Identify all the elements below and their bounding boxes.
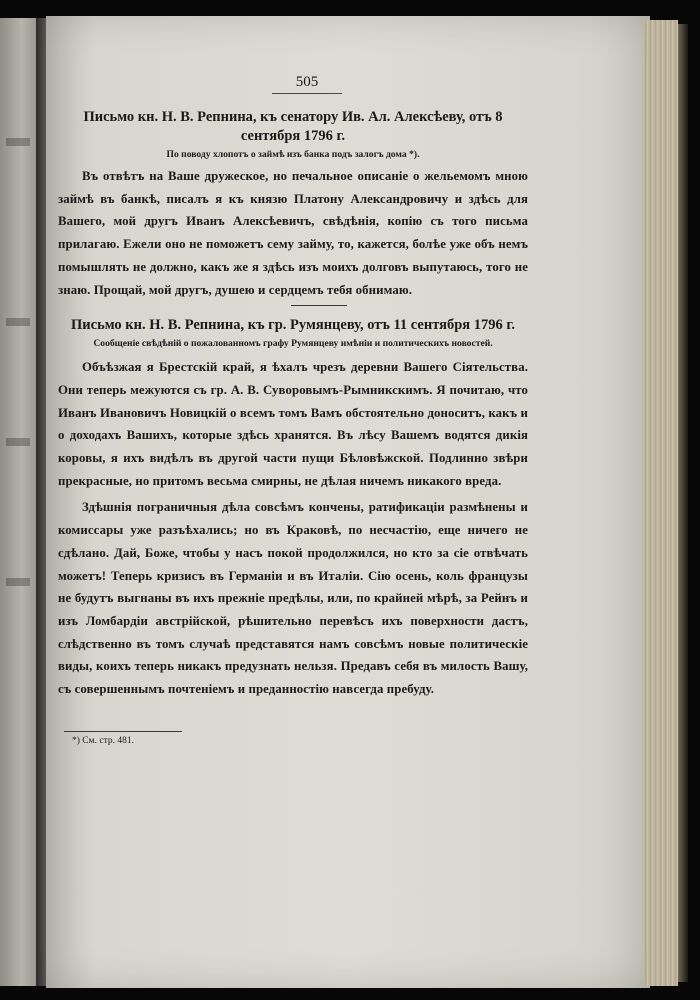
facing-page-text-fragment [6, 438, 30, 446]
facing-page-text-fragment [6, 578, 30, 586]
page-content [58, 74, 528, 746]
letter2-subtitle: Сообщеніе свѣдѣній о пожалованномъ графу Румянцеву имѣніи и политическихъ новостей. [93, 338, 493, 350]
letter2-title: Письмо кн. Н. В. Репнина, къ гр. Румянцеву, отъ 11 сентября 1796 г. [71, 317, 515, 334]
facing-page-edge [0, 18, 36, 986]
letter-to-alekseev [58, 108, 528, 301]
page-stack-edge [644, 20, 678, 986]
letter1-title: Письмо кн. Н. В. Репнина, къ сенатору Ив. Ал. Алексѣеву, отъ 8 сентября 1796 г. [83, 109, 503, 144]
page-number: 505 [295, 74, 319, 90]
letter2-paragraph-2: Здѣшнія пограничныя дѣла совсѣмъ кончены, ратификаціи размѣнены и комиссары уже разъѣхались; но въ Краковѣ, по несчастію, еще ничего не сдѣлано. Дай, Боже, чтобы у насъ покой продолжился, но кто за сіе отвѣчать можетъ! Теперь кризисъ въ Германіи и въ Италіи. Сію осень, коль французы не будутъ выгнаны въ ихъ прежніе предѣлы, или, по крайней мѣрѣ, за Рейнъ и изъ Ломбардіи австрійской, рѣшительно перевѣсъ ихъ поверхности дастъ, слѣдственно въ томъ случаѣ представятся намъ совсѣмъ новые политическіе виды, коихъ теперь никакъ предузнать нельзя. Предавъ себя въ милость Вашу, съ совершеннымъ почтеніемъ и преданностію навсегда пребуду. [58, 500, 528, 697]
facing-page-text-fragment [6, 318, 30, 326]
footnote: *) См. стр. 481. [72, 735, 134, 746]
letter-separator [291, 305, 347, 306]
facing-page-text-fragment [6, 138, 30, 146]
letter1-subtitle: По поводу хлопотъ о займѣ изъ банка подъ залогъ дома *). [166, 149, 420, 160]
letter1-body: Въ отвѣтъ на Ваше дружеское, но печальное описаніе о жельемомъ мною займѣ въ банкѣ, писалъ я къ князю Платону Александровичу и здѣсь для Вашего, мой другъ Иванъ Алексѣевичъ, свѣдѣнія, копію съ того письма прилагаю. Ежели оно не поможетъ сему займу, то, кажется, болѣе уже объ немъ помышлять не должно, какъ же я здѣсь изъ моихъ долговъ выпутаюсь, того не знаю. Прощай, мой другъ, душею и сердцемъ тебя обнимаю. [58, 169, 528, 297]
page-number-rule [272, 93, 342, 94]
footnote-rule [64, 731, 182, 732]
letter-to-rumyantsev [58, 316, 528, 701]
letter2-paragraph-1: Объѣзжая я Брестскій край, я ѣхалъ чрезъ деревни Вашего Сіятельства. Они теперь межуются съ гр. А. В. Суворовымъ-Рымникскимъ. Я почитаю, что Иванъ Ивановичъ Новицкій о всемъ томъ Вамъ обстоятельно доноситъ, какъ и о доходахъ Вашихъ, которые здѣсь хранятся. Въ лѣсу Вашемъ водятся дикія коровы, я ихъ видѣлъ въ другой части пущи Бѣловѣжской. Подлинно звѣри прекрасные, но притомъ весьма смирны, не дѣлая ничемъ никакого вреда. [58, 360, 528, 488]
page-stack-shadow [678, 24, 688, 982]
